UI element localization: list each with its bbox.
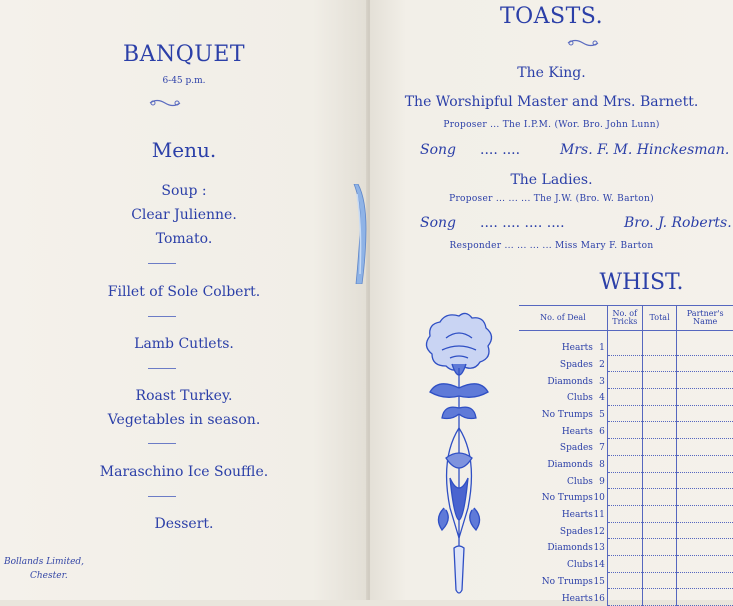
table-row [519,372,733,389]
ribbon-tie-icon [348,184,370,284]
deal-number: 2 [599,359,605,370]
deal-suit: Hearts [561,343,593,354]
deal-suit: Clubs [566,393,593,404]
course-ice: Maraschino Ice Souffle. [99,464,269,480]
deal-suit: Hearts [561,593,593,604]
song-1-dots: .... .... [480,142,521,158]
divider [148,368,176,369]
table-row [519,405,733,422]
deal-cell [519,472,607,489]
toast-king: The King. [517,65,586,81]
whist-score-table [519,305,733,606]
total-cell[interactable] [642,472,677,489]
partner-cell[interactable] [677,405,733,422]
divider [148,316,176,317]
tricks-cell[interactable] [607,355,642,372]
partner-cell[interactable] [677,489,733,506]
deal-cell [519,355,607,372]
table-row [519,572,733,589]
deal-number: 16 [593,593,605,604]
table-row [519,589,733,606]
deal-suit: No Trumps [541,409,593,420]
course-dessert: Dessert. [154,516,214,532]
deal-number: 15 [593,576,605,587]
deal-suit: Diamonds [547,543,593,554]
toasts-title: TOASTS. [499,4,604,29]
table-row [519,455,733,472]
deal-cell [519,522,607,539]
deal-cell [519,372,607,389]
tricks-cell[interactable] [607,389,642,406]
printer-imprint-line2: Chester. [30,571,68,581]
partner-cell[interactable] [677,572,733,589]
tricks-cell[interactable] [607,489,642,506]
deal-suit: Clubs [566,476,593,487]
song-2-dots: .... .... .... .... [480,215,565,231]
deal-number: 13 [593,543,605,554]
responder: Responder ... ... ... ... Miss Mary F. Barton [449,241,654,251]
course-soup-2: Tomato. [155,231,213,247]
deal-suit: Diamonds [547,376,593,387]
tricks-cell[interactable] [607,422,642,439]
total-cell[interactable] [642,489,677,506]
header-total: Total [642,306,677,331]
deal-cell [519,339,607,355]
deal-cell [519,455,607,472]
deal-cell [519,389,607,406]
table-row [519,522,733,539]
toast-master: The Worshipful Master and Mrs. Barnett. [404,94,699,110]
tricks-cell[interactable] [607,505,642,522]
table-row [519,539,733,556]
course-soup-1: Clear Julienne. [131,207,237,223]
partner-cell[interactable] [677,505,733,522]
deal-cell [519,589,607,606]
deal-number: 9 [599,476,605,487]
deal-cell [519,422,607,439]
deal-suit: No Trumps [541,493,593,504]
tricks-cell[interactable] [607,439,642,456]
deal-number: 5 [599,409,605,420]
proposer-1: Proposer ... The I.P.M. (Wor. Bro. John Lunn) [443,120,660,130]
tricks-cell[interactable] [607,572,642,589]
total-cell[interactable] [642,439,677,456]
toast-ladies: The Ladies. [510,172,593,188]
table-row [519,472,733,489]
divider [148,443,176,444]
header-deal: No. of Deal [519,306,607,331]
total-cell[interactable] [642,389,677,406]
course-lamb: Lamb Cutlets. [134,336,234,352]
total-cell[interactable] [642,455,677,472]
deal-number: 6 [599,426,605,437]
partner-cell[interactable] [677,339,733,355]
proposer-2: Proposer ... ... ... The J.W. (Bro. W. Barton) [449,194,654,204]
tricks-cell[interactable] [607,555,642,572]
total-cell[interactable] [642,505,677,522]
table-row [519,439,733,456]
partner-cell[interactable] [677,472,733,489]
deal-suit: Spades [559,359,593,370]
deal-suit: Spades [559,526,593,537]
total-cell[interactable] [642,589,677,606]
table-row [519,389,733,406]
total-cell[interactable] [642,372,677,389]
tricks-cell[interactable] [607,589,642,606]
deal-number: 1 [599,343,605,354]
total-cell[interactable] [642,539,677,556]
deal-number: 4 [599,393,605,404]
song-1-label: Song [420,142,456,158]
deal-number: 14 [593,560,605,571]
table-row [519,555,733,572]
scroll-ornament-icon [566,38,600,48]
partner-cell[interactable] [677,522,733,539]
partner-cell[interactable] [677,422,733,439]
tricks-cell[interactable] [607,405,642,422]
scroll-ornament-icon [148,98,182,108]
partner-cell[interactable] [677,555,733,572]
song-2-performer: Bro. J. Roberts. [624,215,732,231]
song-2-label: Song [420,215,456,231]
deal-number: 7 [599,443,605,454]
total-cell[interactable] [642,555,677,572]
divider [148,263,176,264]
total-cell[interactable] [642,572,677,589]
deal-number: 10 [593,493,605,504]
deal-cell [519,555,607,572]
partner-cell[interactable] [677,389,733,406]
banquet-time: 6-45 p.m. [162,76,206,86]
course-turkey: Roast Turkey. [135,388,233,404]
partner-cell[interactable] [677,439,733,456]
total-cell[interactable] [642,422,677,439]
deal-suit: No Trumps [541,576,593,587]
header-partner: Partner's Name [677,306,733,331]
partner-cell[interactable] [677,539,733,556]
deal-number: 3 [599,376,605,387]
banquet-title: BANQUET [122,42,246,67]
menu-heading: Menu. [151,138,217,162]
partner-cell[interactable] [677,455,733,472]
total-cell[interactable] [642,339,677,355]
table-row [519,355,733,372]
partner-cell[interactable] [677,372,733,389]
tricks-cell[interactable] [607,455,642,472]
partner-cell[interactable] [677,355,733,372]
carnation-ornament-icon [416,308,502,598]
deal-cell [519,572,607,589]
deal-suit: Clubs [566,560,593,571]
deal-number: 8 [599,460,605,470]
deal-cell [519,505,607,522]
deal-cell [519,405,607,422]
song-1-performer: Mrs. F. M. Hinckesman. [560,142,730,158]
table-row [519,339,733,355]
header-tricks: No. of Tricks [607,306,642,331]
table-row [519,489,733,506]
left-page [0,0,368,600]
divider [148,496,176,497]
total-cell[interactable] [642,355,677,372]
tricks-cell[interactable] [607,472,642,489]
deal-suit: Hearts [561,510,593,521]
deal-suit: Spades [559,443,593,454]
tricks-cell[interactable] [607,522,642,539]
course-soup-label: Soup : [161,183,207,199]
tricks-cell[interactable] [607,539,642,556]
deal-cell [519,489,607,506]
deal-suit: Diamonds [547,460,593,470]
table-row [519,505,733,522]
total-cell[interactable] [642,522,677,539]
deal-cell [519,539,607,556]
course-fish: Fillet of Sole Colbert. [107,284,261,300]
deal-suit: Hearts [561,426,593,437]
table-row [519,422,733,439]
deal-number: 11 [593,510,605,521]
deal-cell [519,439,607,456]
tricks-cell[interactable] [607,372,642,389]
printer-imprint-line1: Bollands Limited, [4,557,85,567]
course-vegetables: Vegetables in season. [107,412,261,428]
whist-title: WHIST. [599,270,684,295]
deal-number: 12 [593,526,605,537]
total-cell[interactable] [642,405,677,422]
tricks-cell[interactable] [607,339,642,355]
partner-cell[interactable] [677,589,733,606]
